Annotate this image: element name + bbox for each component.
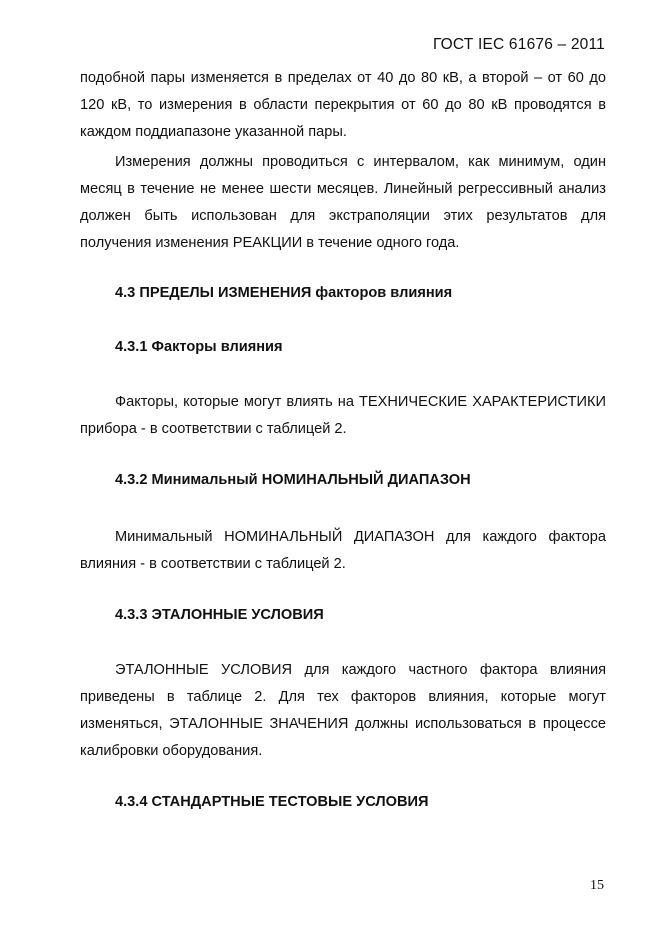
paragraph-4-3-1: [80, 389, 606, 443]
paragraph-4-3-3: [80, 657, 606, 765]
section-heading-4-3-1: 4.3.1 Факторы влияния: [115, 339, 283, 355]
paragraph-continuation: [80, 65, 606, 146]
section-heading-4-3-3: 4.3.3 ЭТАЛОННЫЕ УСЛОВИЯ: [115, 607, 324, 623]
paragraph-continuation-text: подобной пары изменяется в пределах от 40 до 80 кВ, а второй – от 60 до 120 кВ, то измерения в области перекрытия от 60 до 80 кВ проводятся в каждом поддиапазоне указанной пары.: [80, 70, 606, 140]
section-heading-4-3-2: 4.3.2 Минимальный НОМИНАЛЬНЫЙ ДИАПАЗОН: [115, 472, 471, 488]
paragraph-4-3-1-text: Факторы, которые могут влиять на ТЕХНИЧЕСКИЕ ХАРАКТЕРИСТИКИ прибора - в соответствии с таблицей 2.: [80, 394, 606, 437]
section-heading-4-3-4: 4.3.4 СТАНДАРТНЫЕ ТЕСТОВЫЕ УСЛОВИЯ: [115, 794, 429, 810]
paragraph-measurement-intervals: [80, 149, 606, 257]
page-number: 15: [590, 878, 604, 893]
standard-code-header: ГОСТ IEC 61676 – 2011: [432, 36, 605, 53]
paragraph-4-3-2: [80, 524, 606, 578]
section-heading-4-3: 4.3 ПРЕДЕЛЫ ИЗМЕНЕНИЯ факторов влияния: [115, 285, 453, 301]
paragraph-4-3-2-text: Минимальный НОМИНАЛЬНЫЙ ДИАПАЗОН для каждого фактора влияния - в соответствии с таблицей 2.: [80, 529, 606, 572]
paragraph-4-3-3-text: ЭТАЛОННЫЕ УСЛОВИЯ для каждого частного фактора влияния приведены в таблице 2. Для тех факторов влияния, которые могут изменяться, ЭТАЛОННЫЕ ЗНАЧЕНИЯ должны использоваться в процессе калибровки оборудования.: [80, 662, 606, 759]
paragraph-measurement-intervals-text: Измерения должны проводиться с интервалом, как минимум, один месяц в течение не менее шести месяцев. Линейный регрессивный анализ должен быть использован для экстраполяции этих результатов для получения изменения РЕАКЦИИ в течение одного года.: [80, 154, 606, 251]
